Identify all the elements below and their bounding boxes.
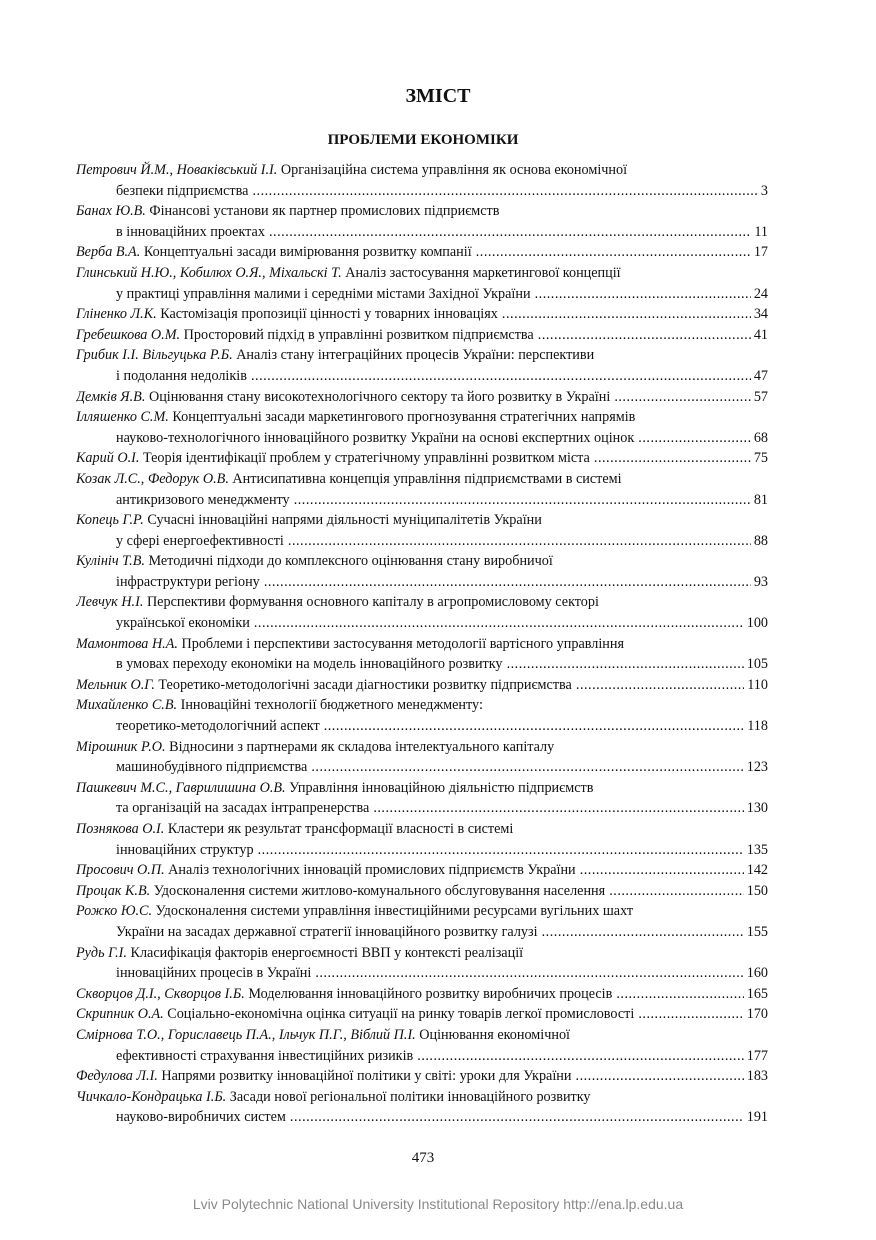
toc-entry-title: Оцінювання стану високотехнологічного сектору та його розвитку в Україні: [148, 388, 611, 405]
toc-entry[interactable]: [76, 201, 768, 242]
toc-entry-authors: Карий О.І.: [76, 450, 140, 467]
toc-entry-title: Напрями розвитку інноваційної політики у світі: уроки для України: [161, 1068, 572, 1085]
toc-entry-authors: Рожко Ю.С.: [76, 903, 153, 920]
toc-entry-title: в умовах переходу економіки на модель інноваційного розвитку: [116, 656, 503, 673]
toc-entry-title: у сфері енергоефективності: [116, 532, 284, 549]
toc-entry-page: 41: [753, 326, 768, 343]
toc-entry-authors: Просович О.П.: [76, 862, 165, 879]
toc-entry-authors: Пашкевич М.С., Гаврилишина О.В.: [76, 779, 286, 796]
toc-entry[interactable]: [76, 1087, 768, 1128]
toc-entry-page: 165: [746, 985, 768, 1002]
toc-entry-title: української економіки: [116, 615, 250, 632]
toc-entry-authors: Копець Г.Р.: [76, 512, 144, 529]
page-number: 473: [411, 1150, 435, 1166]
toc-entry-title: Управління інноваційною діяльністю підприємств: [289, 779, 594, 796]
toc-entry[interactable]: [76, 345, 768, 386]
toc-entry-authors: Козак Л.С., Федорук О.В.: [76, 470, 229, 487]
toc-entry-page: 11: [754, 223, 768, 240]
toc-entry-authors: Федулова Л.І.: [76, 1068, 158, 1085]
table-of-contents: [76, 160, 768, 1128]
toc-entry-page: 68: [753, 429, 768, 446]
toc-entry-authors: Скворцов Д.І., Скворцов І.Б.: [76, 985, 245, 1002]
toc-entry-authors: Грибик І.І. Вільгуцька Р.Б.: [76, 347, 233, 364]
toc-entry-page: 118: [747, 718, 768, 735]
toc-entry-title: науково-технологічного інноваційного розвитку України на основі експертних оцінок: [116, 429, 635, 446]
toc-entry[interactable]: [76, 469, 768, 510]
toc-entry[interactable]: [76, 551, 768, 592]
toc-entry-page: 170: [746, 1006, 768, 1023]
toc-entry-title: інноваційних процесів в Україні: [116, 965, 312, 982]
toc-entry-page: 191: [746, 1109, 768, 1126]
toc-entry-title: Проблеми і перспективи застосування методології вартісного управління: [181, 635, 625, 652]
toc-entry-title: Класифікація факторів енергоємності ВВП у контексті реалізації: [130, 944, 524, 961]
toc-entry[interactable]: [76, 1004, 768, 1025]
toc-entry-page: 57: [753, 388, 768, 405]
toc-entry-page: 110: [747, 676, 768, 693]
toc-entry[interactable]: [76, 304, 768, 325]
toc-entry-title: Фінансові установи як партнер промислових підприємств: [149, 203, 500, 220]
toc-entry[interactable]: [76, 675, 768, 696]
toc-entry-title: в інноваційних проектах: [116, 223, 265, 240]
toc-entry-authors: Левчук Н.І.: [76, 594, 144, 611]
toc-entry[interactable]: [76, 737, 768, 778]
toc-entry-authors: Гліненко Л.К.: [76, 306, 157, 323]
toc-entry-authors: Демків Я.В.: [76, 388, 146, 405]
toc-entry-authors: Чичкало-Кондрацька І.Б.: [76, 1088, 227, 1105]
toc-entry-page: 155: [746, 923, 768, 940]
toc-entry-authors: Смірнова Т.О., Гориславець П.А., Ільчук П.Г., Віблий П.І.: [76, 1026, 416, 1043]
toc-entry[interactable]: [76, 242, 768, 263]
section-title: ПРОБЛЕМИ ЕКОНОМІКИ: [327, 132, 519, 148]
toc-entry[interactable]: [76, 634, 768, 675]
toc-entry-title: Аналіз стану інтеграційних процесів України: перспективи: [236, 347, 595, 364]
toc-entry-page: 24: [753, 285, 768, 302]
toc-entry-title: Аналіз застосування маркетингової концепції: [345, 264, 621, 281]
toc-entry-title: Сучасні інноваційні напрями діяльності муніципалітетів України: [147, 512, 542, 529]
toc-entry[interactable]: [76, 1066, 768, 1087]
toc-entry[interactable]: [76, 984, 768, 1005]
toc-entry-authors: Скрипник О.А.: [76, 1006, 164, 1023]
toc-entry[interactable]: [76, 592, 768, 633]
toc-entry[interactable]: [76, 881, 768, 902]
toc-entry-title: інфраструктури регіону: [116, 573, 260, 590]
toc-entry-page: 47: [753, 367, 768, 384]
toc-entry[interactable]: [76, 448, 768, 469]
toc-entry-authors: Банах Ю.В.: [76, 203, 146, 220]
toc-entry-title: Організаційна система управління як основа економічної: [280, 162, 628, 178]
toc-entry-page: 183: [746, 1068, 768, 1085]
toc-entry[interactable]: [76, 263, 768, 304]
toc-entry-page: 142: [746, 862, 768, 879]
toc-entry-authors: Петрович Й.М., Новаківський І.І.: [76, 162, 278, 178]
toc-entry-authors: Ілляшенко С.М.: [76, 409, 169, 426]
toc-entry[interactable]: [76, 407, 768, 448]
toc-entry-title: Засади нової регіональної політики інноваційного розвитку: [229, 1088, 591, 1105]
toc-entry-page: 123: [746, 759, 768, 776]
toc-entry-title: інноваційних структур: [116, 841, 254, 858]
toc-entry-title: і подолання недоліків: [116, 367, 247, 384]
toc-entry-title: України на засадах державної стратегії інноваційного розвитку галузі: [116, 923, 538, 940]
toc-entry-title: безпеки підприємства: [116, 182, 249, 199]
toc-entry-page: 160: [746, 965, 768, 982]
toc-entry[interactable]: [76, 387, 768, 408]
toc-entry-title: Відносини з партнерами як складова інтелектуального капіталу: [169, 738, 555, 755]
toc-entry-title: Теоретико-методологічні засади діагностики розвитку підприємства: [158, 676, 572, 693]
toc-entry-title: Концептуальні засади маркетингового прогнозування стратегічних напрямів: [172, 409, 636, 426]
toc-entry-authors: Кулініч Т.В.: [76, 553, 145, 570]
toc-entry-page: 135: [746, 841, 768, 858]
toc-entry-page: 81: [753, 491, 768, 508]
toc-entry[interactable]: [76, 943, 768, 984]
toc-entry[interactable]: [76, 510, 768, 551]
toc-entry-title: Методичні підходи до комплексного оцінювання стану виробничої: [148, 553, 553, 570]
toc-entry-authors: Познякова О.І.: [76, 821, 165, 837]
toc-entry-title: Концептуальні засади вимірювання розвитку компанії: [143, 244, 472, 261]
toc-entry-page: 34: [753, 306, 768, 323]
toc-entry[interactable]: [76, 160, 768, 201]
toc-entry-authors: Процак К.В.: [76, 882, 151, 899]
toc-entry-title: Антисипативна концепція управління підприємствами в системі: [232, 470, 622, 487]
toc-entry-title: Кастомізація пропозиції цінності у товарних інноваціях: [160, 306, 498, 323]
toc-entry-page: 105: [746, 656, 768, 673]
toc-entry[interactable]: [76, 819, 768, 860]
toc-entry-page: 75: [753, 450, 768, 467]
toc-entry-authors: Рудь Г.І.: [76, 944, 127, 961]
toc-entry-authors: Михайленко С.В.: [76, 697, 178, 714]
toc-entry-page: 177: [746, 1047, 768, 1064]
toc-entry[interactable]: [76, 325, 768, 346]
toc-entry-title: Перспективи формування основного капіталу в агропромисловому секторі: [146, 594, 599, 611]
toc-entry-page: 17: [753, 244, 768, 261]
repository-footer: Lviv Polytechnic National University Institutional Repository http://ena.lp.edu.ua: [192, 1196, 684, 1212]
toc-entry-title: Соціально-економічна оцінка ситуації на ринку товарів легкої промисловості: [167, 1006, 635, 1023]
toc-entry-authors: Гребешкова О.М.: [76, 326, 181, 343]
toc-entry-title: Теорія ідентифікації проблем у стратегічному управлінні розвитком міста: [142, 450, 590, 467]
toc-entry-page: 93: [753, 573, 768, 590]
toc-entry-title: Аналіз технологічних інновацій промислових підприємств України: [168, 862, 576, 879]
toc-entry-title: Кластери як результат трансформації власності в системі: [167, 821, 514, 837]
toc-entry-title: у практиці управління малими і середніми містами Західної України: [116, 285, 531, 302]
toc-entry[interactable]: [76, 901, 768, 942]
toc-entry-authors: Мельник О.Г.: [76, 676, 155, 693]
toc-entry[interactable]: [76, 778, 768, 819]
toc-entry-page: 150: [746, 882, 768, 899]
toc-entry-title: ефективності страхування інвестиційних ризиків: [116, 1047, 414, 1064]
toc-entry-title: Просторовий підхід в управлінні розвитком підприємства: [183, 326, 534, 343]
toc-entry-authors: Глинський Н.Ю., Кобилюх О.Я., Міхальскі Т.: [76, 264, 342, 281]
toc-entry-title: та організацій на засадах інтрапренерства: [116, 800, 370, 817]
toc-entry-title: Моделювання інноваційного розвитку виробничих процесів: [248, 985, 613, 1002]
toc-entry[interactable]: [76, 1025, 768, 1066]
toc-entry-title: Удосконалення системи управління інвестиційними ресурсами вугільних шахт: [155, 903, 634, 920]
toc-entry-title: науково-виробничих систем: [116, 1109, 286, 1126]
toc-entry-title: Оцінювання економічної: [419, 1026, 570, 1043]
toc-entry-title: Інноваційні технології бюджетного менеджменту:: [180, 697, 483, 714]
toc-entry[interactable]: [76, 860, 768, 881]
toc-entry-page: 3: [760, 182, 768, 199]
toc-entry-page: 88: [753, 532, 768, 549]
toc-entry-page: 100: [746, 615, 768, 632]
toc-entry-page: 130: [746, 800, 768, 817]
page-title: ЗМІСТ: [405, 85, 471, 107]
toc-entry-authors: Мамонтова Н.А.: [76, 635, 178, 652]
toc-entry-authors: Верба В.А.: [76, 244, 141, 261]
toc-entry-title: машинобудівного підприємства: [116, 759, 308, 776]
toc-entry-title: антикризового менеджменту: [116, 491, 290, 508]
toc-entry-authors: Мірошник Р.О.: [76, 738, 166, 755]
toc-entry-title: теоретико-методологічний аспект: [116, 718, 320, 735]
toc-entry[interactable]: [76, 695, 768, 736]
toc-entry-title: Удосконалення системи житлово-комунального обслуговування населення: [153, 882, 606, 899]
